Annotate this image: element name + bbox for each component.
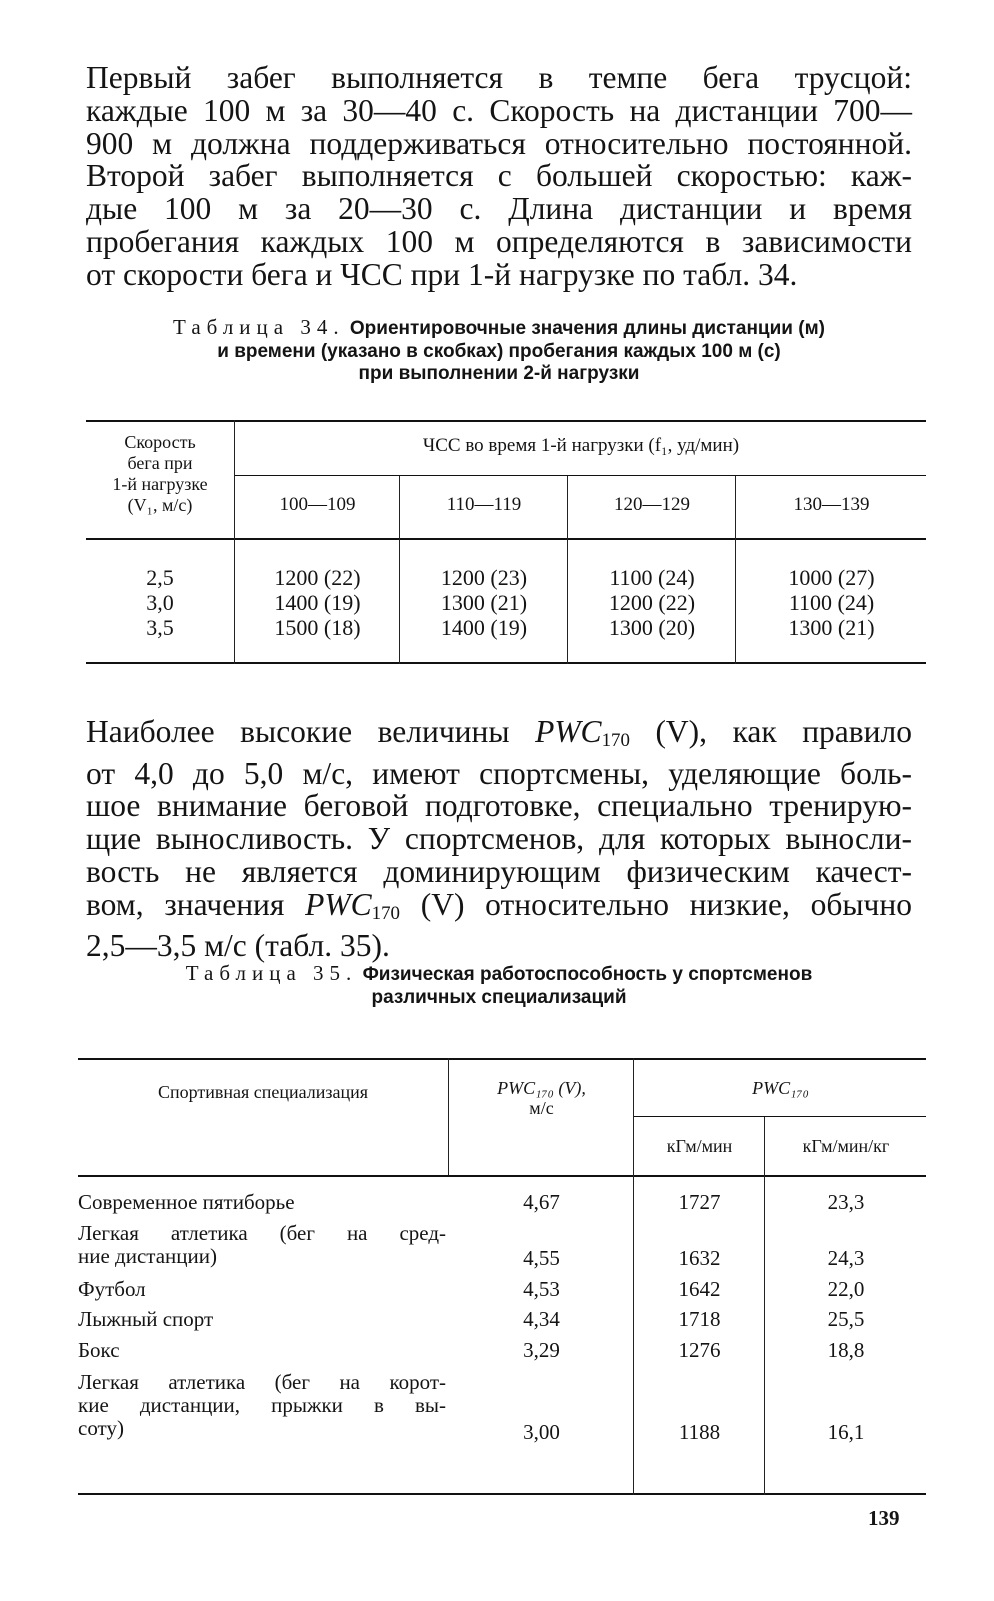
table34-label: Таблица 34. xyxy=(173,315,345,339)
table-cell: 1400 (19) xyxy=(440,615,528,640)
text-run: вом, значения xyxy=(86,886,306,922)
specialization-line: Футбол xyxy=(78,1277,146,1301)
column-header-specialization: Спортивная специализация xyxy=(157,1082,369,1102)
specialization-line: Современное пятиборье xyxy=(78,1190,295,1214)
text-line: 900 м должна поддерживаться относительно постоянной. xyxy=(86,125,912,161)
specialization-line: Лыжный спорт xyxy=(78,1307,214,1331)
text-line: пробегания каждых 100 м определяются в зависимости xyxy=(86,223,912,259)
column-header: 100—109 xyxy=(279,494,356,515)
table-rule-bottom xyxy=(78,1493,926,1495)
table-col-divider xyxy=(735,476,736,664)
table-rule-header xyxy=(78,1175,926,1177)
table34 xyxy=(86,420,926,670)
row-header-line: бега при xyxy=(127,453,193,473)
specialization-line: Легкая атлетика (бег на корот- xyxy=(78,1370,446,1394)
specialization xyxy=(78,1308,446,1331)
table35 xyxy=(78,1058,926,1503)
text-run: (V), как правило xyxy=(629,714,912,749)
header-line: PWC₁₇₀ (V), xyxy=(497,1078,586,1098)
column-header: 110—119 xyxy=(446,494,522,515)
kgm-value: 1276 xyxy=(678,1338,721,1362)
table34-caption xyxy=(86,316,912,386)
speed-value: 2,5 xyxy=(146,565,174,590)
kgm-value: 1642 xyxy=(678,1277,721,1301)
row-header-line: (V₁, м/с) xyxy=(127,495,193,515)
specialization-line: Бокс xyxy=(78,1338,120,1362)
table-col-divider xyxy=(567,476,568,664)
table-cell: 1300 (21) xyxy=(788,615,875,640)
kgm-value: 1188 xyxy=(678,1420,721,1444)
caption-line: при выполнении 2-й нагрузки xyxy=(358,363,640,384)
text-line: Второй забег выполняется с большей скоростью: каж- xyxy=(86,158,912,194)
text-line: от скорости бега и ЧСС при 1-й нагрузке по табл. 34. xyxy=(86,256,798,292)
pwc-speed-value: 3,00 xyxy=(523,1420,560,1444)
specialization xyxy=(78,1191,446,1214)
text-line: 2,5—3,5 м/с (табл. 35). xyxy=(86,928,390,964)
column-header-pwc-speed xyxy=(450,1078,633,1118)
specialization xyxy=(78,1371,446,1440)
row-header xyxy=(86,432,234,516)
table-rule-bottom xyxy=(86,662,926,664)
table-col-divider xyxy=(234,420,235,664)
speed-value: 3,5 xyxy=(146,615,174,640)
kgm-kg-value: 23,3 xyxy=(827,1190,865,1214)
table-rule-header xyxy=(86,538,926,540)
paragraph-pwc xyxy=(86,716,912,963)
pwc-speed-value: 4,53 xyxy=(523,1277,560,1301)
text-line: вость не является доминирующим физическим качест- xyxy=(86,853,912,889)
text-line: Первый забег выполняется в темпе бега трусцой: xyxy=(86,60,912,95)
text-line: шое внимание беговой подготовке, специально тренирую- xyxy=(86,788,912,824)
table-col-divider xyxy=(764,1117,765,1495)
header-line: м/с xyxy=(529,1098,554,1118)
speed-value: 3,0 xyxy=(146,590,174,615)
paragraph-intro xyxy=(86,62,912,292)
pwc-symbol: PWC xyxy=(535,714,602,749)
caption-line: Физическая работоспособность у спортсменов xyxy=(362,964,813,985)
specialization xyxy=(78,1222,446,1268)
table-cell: 1000 (27) xyxy=(788,565,875,590)
kgm-kg-value: 24,3 xyxy=(827,1246,865,1270)
specialization-line: ние дистанции) xyxy=(78,1244,217,1268)
table-rule-top xyxy=(78,1058,926,1060)
page-number: 139 xyxy=(868,1506,900,1530)
data-column xyxy=(737,565,926,640)
kgm-kg-value: 22,0 xyxy=(827,1277,865,1301)
data-column xyxy=(401,565,567,640)
pwc-speed-value: 4,55 xyxy=(523,1246,560,1270)
specialization-line: Легкая атлетика (бег на сред- xyxy=(78,1221,446,1245)
text-run: Наиболее высокие величины xyxy=(86,714,536,749)
pwc-speed-value: 3,29 xyxy=(523,1338,560,1362)
text-line: дые 100 м за 20—30 с. Длина дистанции и время xyxy=(86,191,912,227)
row-header-line: 1-й нагрузке xyxy=(112,474,208,494)
specialization xyxy=(78,1278,446,1301)
table-cell: 1200 (22) xyxy=(608,590,696,615)
specialization-line: кие дистанции, прыжки в вы- xyxy=(78,1393,446,1417)
data-column xyxy=(569,565,735,640)
table-rule-top xyxy=(86,420,926,422)
pwc-speed-value: 4,67 xyxy=(523,1190,560,1214)
speed-column xyxy=(86,565,234,640)
table-cell: 1400 (19) xyxy=(274,590,361,615)
kgm-value: 1718 xyxy=(678,1307,721,1331)
table-cell: 1300 (20) xyxy=(608,615,696,640)
text-run: (V) относительно низкие, обычно xyxy=(399,886,912,922)
table-rule-sub xyxy=(633,1116,926,1117)
kgm-value: 1632 xyxy=(678,1246,721,1270)
text-line: от 4,0 до 5,0 м/с, имеют спортсмены, уделяющие боль- xyxy=(86,755,912,791)
table-col-divider xyxy=(448,1058,449,1175)
table-cell: 1300 (21) xyxy=(440,590,528,615)
table-cell: 1100 (24) xyxy=(788,590,875,615)
data-column xyxy=(236,565,399,640)
text-line xyxy=(86,886,912,931)
table-cell: 1100 (24) xyxy=(609,565,695,590)
group-header-pwc: PWC₁₇₀ xyxy=(752,1078,809,1098)
pwc-subscript: 170 xyxy=(371,902,400,924)
table35-caption xyxy=(86,962,912,1009)
kgm-kg-value: 25,5 xyxy=(827,1307,865,1331)
table-cell: 1200 (23) xyxy=(440,565,528,590)
text-line xyxy=(86,716,912,758)
text-line: каждые 100 м за 30—40 с. Скорость на дистанции 700— xyxy=(86,92,912,128)
pwc-subscript: 170 xyxy=(601,729,630,751)
kgm-kg-value: 16,1 xyxy=(827,1420,865,1444)
column-header-kgm-kg: кГм/мин/кг xyxy=(802,1136,890,1156)
text-line: щие выносливость. У спортсменов, для которых выносли- xyxy=(86,821,912,857)
table-cell: 1200 (22) xyxy=(274,565,361,590)
table-col-divider xyxy=(633,1058,634,1495)
caption-line: различных специализаций xyxy=(371,986,627,1008)
caption-line: и времени (указано в скобках) пробегания каждых 100 м (с) xyxy=(217,340,781,362)
specialization xyxy=(78,1339,446,1362)
group-header: ЧСС во время 1-й нагрузки (f₁, уд/мин) xyxy=(422,435,740,456)
kgm-kg-value: 18,8 xyxy=(827,1338,865,1362)
table-rule-sub xyxy=(234,475,926,476)
row-header-line: Скорость xyxy=(124,432,196,452)
kgm-value: 1727 xyxy=(678,1190,721,1214)
column-header: 120—129 xyxy=(614,494,690,515)
table-col-divider xyxy=(399,476,400,664)
caption-line: Ориентировочные значения длины дистанции (м) xyxy=(349,318,825,339)
column-header: 130—139 xyxy=(793,494,870,515)
specialization-line: соту) xyxy=(78,1416,124,1440)
pwc-speed-value: 4,34 xyxy=(523,1307,560,1331)
table35-label: Таблица 35. xyxy=(185,961,358,985)
table-cell: 1500 (18) xyxy=(274,615,361,640)
column-header-kgm: кГм/мин xyxy=(666,1136,733,1156)
pwc-symbol: PWC xyxy=(305,886,372,922)
